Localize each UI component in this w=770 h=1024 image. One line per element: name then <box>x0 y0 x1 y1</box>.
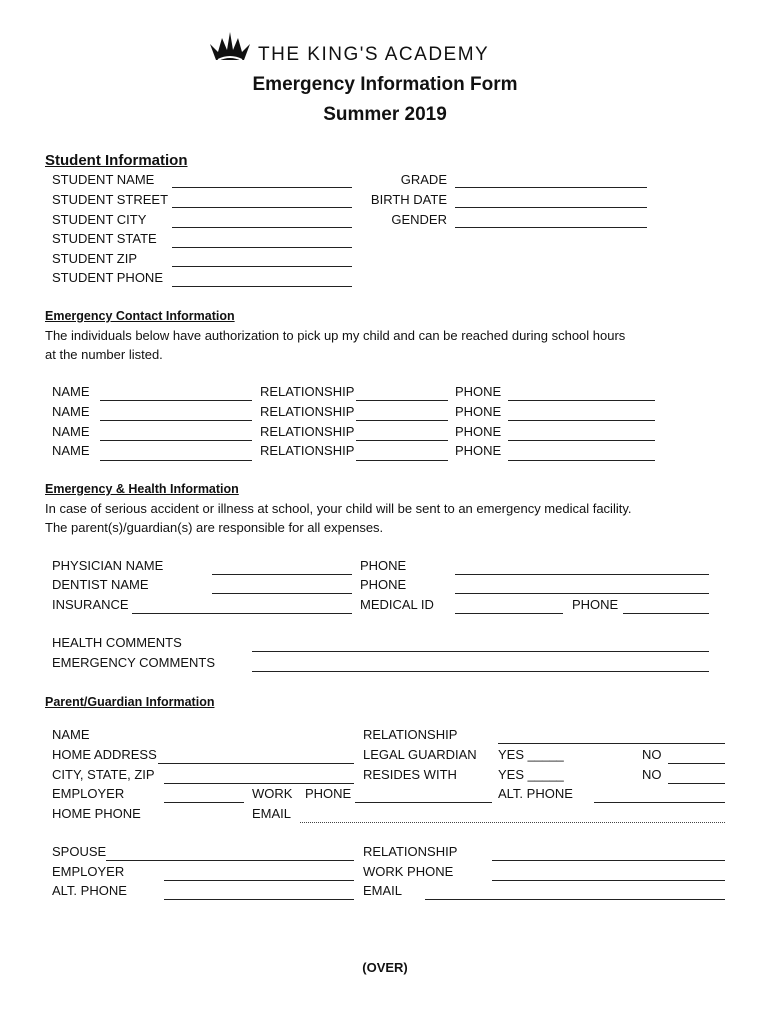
email-field[interactable] <box>300 822 725 823</box>
alt-phone-label: ALT. PHONE <box>498 786 573 801</box>
physician-name-field[interactable] <box>212 574 352 575</box>
work-label: WORK <box>252 786 293 801</box>
work-phone-field[interactable] <box>355 802 492 803</box>
page-title: Emergency Information Form <box>252 74 518 95</box>
brand-name: THE KING'S ACADEMY <box>258 44 490 65</box>
health-heading: Emergency & Health Information <box>45 482 239 496</box>
medical-id-label: MEDICAL ID <box>360 597 434 612</box>
phone-label: PHONE <box>305 786 352 801</box>
name-label: NAME <box>52 404 90 419</box>
resides-with-no-field[interactable] <box>668 783 725 784</box>
parent-heading: Parent/Guardian Information <box>45 695 215 709</box>
health-desc: The parent(s)/guardian(s) are responsible for all expenses. <box>45 520 384 535</box>
contact-name-field[interactable] <box>100 420 252 421</box>
name-label: NAME <box>52 424 90 439</box>
spouse-field[interactable] <box>106 860 354 861</box>
contact-name-field[interactable] <box>100 440 252 441</box>
emergency-contact-desc: The individuals below have authorization to pick up my child and can be reached during school hours <box>45 328 626 343</box>
contact-phone-field[interactable] <box>508 460 655 461</box>
phone-label: PHONE <box>360 558 407 573</box>
insurance-field[interactable] <box>132 613 352 614</box>
phone-label: PHONE <box>455 443 502 458</box>
name-label: NAME <box>52 443 90 458</box>
legal-guardian-label: LEGAL GUARDIAN <box>363 747 477 762</box>
contact-relationship-field[interactable] <box>356 420 448 421</box>
name-label: NAME <box>52 384 90 399</box>
phone-label: PHONE <box>455 404 502 419</box>
resides-with-label: RESIDES WITH <box>363 767 457 782</box>
spouse-label: SPOUSE <box>52 844 107 859</box>
spouse-relationship-field[interactable] <box>492 860 725 861</box>
dentist-name-field[interactable] <box>212 593 352 594</box>
emergency-comments-label: EMERGENCY COMMENTS <box>52 655 215 670</box>
dentist-label: DENTIST NAME <box>52 577 149 592</box>
phone-label: PHONE <box>455 424 502 439</box>
relationship-label: RELATIONSHIP <box>260 384 355 399</box>
legal-guardian-yes[interactable]: YES _____ <box>498 747 564 762</box>
work-phone-label: WORK PHONE <box>363 864 454 879</box>
name-label: NAME <box>52 727 90 742</box>
spouse-alt-phone-field[interactable] <box>164 899 354 900</box>
contact-phone-field[interactable] <box>508 420 655 421</box>
spouse-email-field[interactable] <box>425 899 725 900</box>
spouse-work-phone-field[interactable] <box>492 880 725 881</box>
home-phone-label: HOME PHONE <box>52 806 141 821</box>
home-address-label: HOME ADDRESS <box>52 747 157 762</box>
insurance-label: INSURANCE <box>52 597 129 612</box>
relationship-label: RELATIONSHIP <box>260 424 355 439</box>
field-label: GENDER <box>391 212 447 227</box>
email-label: EMAIL <box>363 883 403 898</box>
parent-relationship-field[interactable] <box>498 743 725 744</box>
physician-phone-field[interactable] <box>455 574 709 575</box>
email-label: EMAIL <box>252 806 292 821</box>
contact-name-field[interactable] <box>100 460 252 461</box>
field-label: STUDENT PHONE <box>52 270 163 285</box>
relationship-label: RELATIONSHIP <box>260 443 355 458</box>
field-label: STUDENT ZIP <box>52 251 137 266</box>
spouse-employer-field[interactable] <box>164 880 354 881</box>
crown-icon <box>208 30 252 64</box>
birth-date-field[interactable] <box>455 207 647 208</box>
student-city-field[interactable] <box>172 227 352 228</box>
student-heading: Student Information <box>45 152 188 169</box>
health-comments-label: HEALTH COMMENTS <box>52 635 182 650</box>
relationship-label: RELATIONSHIP <box>260 404 355 419</box>
logo <box>208 30 252 69</box>
student-zip-field[interactable] <box>172 266 352 267</box>
legal-guardian-no-label: NO <box>642 747 662 762</box>
relationship-label: RELATIONSHIP <box>363 727 458 742</box>
alt-phone-label: ALT. PHONE <box>52 883 127 898</box>
student-phone-field[interactable] <box>172 286 352 287</box>
home-address-field[interactable] <box>158 763 354 764</box>
field-label: GRADE <box>400 172 447 187</box>
student-street-field[interactable] <box>172 207 352 208</box>
contact-name-field[interactable] <box>100 400 252 401</box>
resides-with-yes[interactable]: YES _____ <box>498 767 564 782</box>
contact-relationship-field[interactable] <box>356 440 448 441</box>
student-state-field[interactable] <box>172 247 352 248</box>
city-state-zip-label: CITY, STATE, ZIP <box>52 767 155 782</box>
resides-with-no-label: NO <box>642 767 662 782</box>
physician-label: PHYSICIAN NAME <box>52 558 164 573</box>
gender-field[interactable] <box>455 227 647 228</box>
phone-label: PHONE <box>572 597 619 612</box>
field-label: STUDENT NAME <box>52 172 155 187</box>
city-state-zip-field[interactable] <box>164 783 354 784</box>
contact-phone-field[interactable] <box>508 400 655 401</box>
contact-phone-field[interactable] <box>508 440 655 441</box>
health-desc: In case of serious accident or illness at school, your child will be sent to an emergency medical facility. <box>45 501 632 516</box>
grade-field[interactable] <box>455 187 647 188</box>
field-label: BIRTH DATE <box>370 192 447 207</box>
relationship-label: RELATIONSHIP <box>363 844 458 859</box>
emergency-comments-field[interactable] <box>252 671 709 672</box>
emergency-contact-desc: at the number listed. <box>45 347 163 362</box>
alt-phone-field[interactable] <box>594 802 725 803</box>
dentist-phone-field[interactable] <box>455 593 709 594</box>
employer-field[interactable] <box>164 802 244 803</box>
page-subtitle: Summer 2019 <box>323 104 447 125</box>
contact-relationship-field[interactable] <box>356 460 448 461</box>
medical-id-field[interactable] <box>455 613 563 614</box>
phone-label: PHONE <box>360 577 407 592</box>
student-name-field[interactable] <box>172 187 352 188</box>
field-label: STUDENT STREET <box>52 192 169 207</box>
field-label: STUDENT CITY <box>52 212 147 227</box>
health-comments-field[interactable] <box>252 651 709 652</box>
over-label: (OVER) <box>362 960 408 975</box>
employer-label: EMPLOYER <box>52 864 125 879</box>
emergency-contact-heading: Emergency Contact Information <box>45 309 235 323</box>
phone-label: PHONE <box>455 384 502 399</box>
legal-guardian-no-field[interactable] <box>668 763 725 764</box>
contact-relationship-field[interactable] <box>356 400 448 401</box>
employer-label: EMPLOYER <box>52 786 125 801</box>
insurance-phone-field[interactable] <box>623 613 709 614</box>
field-label: STUDENT STATE <box>52 231 157 246</box>
